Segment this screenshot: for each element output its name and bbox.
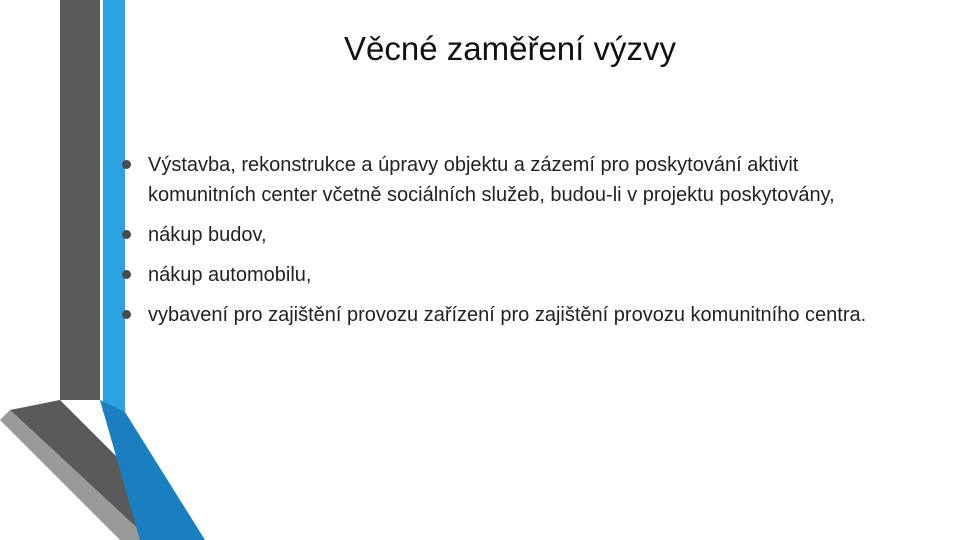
bullet-list <box>118 150 908 340</box>
bullet-icon <box>122 310 131 319</box>
gray-stripe-top <box>60 0 100 400</box>
list-item <box>118 260 908 290</box>
list-item-text: nákup automobilu, <box>148 264 312 286</box>
list-item-text: nákup budov, <box>148 224 267 246</box>
bullet-icon <box>122 160 131 169</box>
list-item <box>118 220 908 250</box>
list-item-text: vybavení pro zajištění provozu zařízení pro zajištění provozu komunitního centra. <box>148 304 867 326</box>
list-item-text: Výstavba, rekonstrukce a úpravy objektu a zázemí pro poskytování aktivit komunitních center včetně sociálních služeb, budou-li v projektu poskytovány, <box>148 154 835 206</box>
slide-title: Věcné zaměření výzvy <box>344 30 676 67</box>
list-item <box>118 150 908 210</box>
list-item <box>118 300 908 330</box>
bullet-icon <box>122 230 131 239</box>
bullet-icon <box>122 270 131 279</box>
